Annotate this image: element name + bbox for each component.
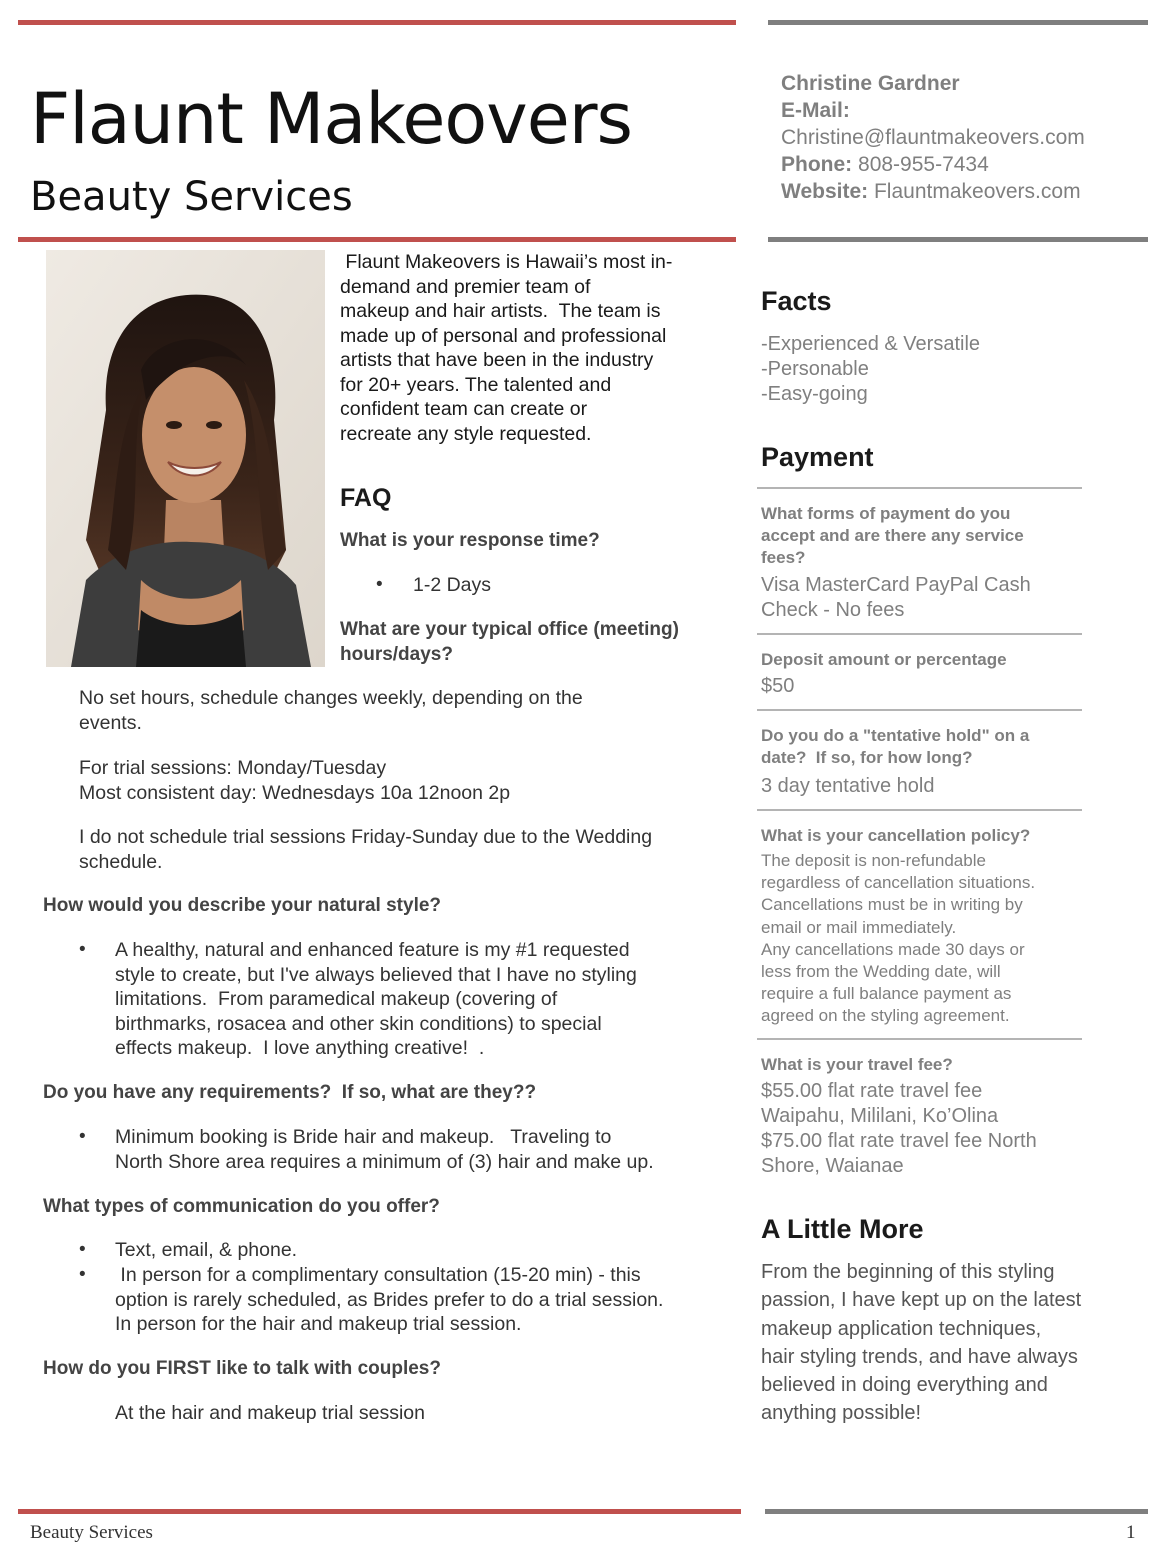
page-number: 1 [1126,1522,1136,1543]
bullet-icon: • [79,939,86,960]
faq-answer-office-hours [79,686,583,735]
answer-line: limitations. From paramedical makeup (covering of [115,988,558,1010]
answer-line: Waipahu, Mililani, Ko’Olina [761,1105,999,1127]
divider [757,1038,1082,1040]
faq-question-line: hours/days? [340,644,453,665]
more-line: passion, I have kept up on the latest [761,1289,1082,1312]
faq-answer-communication-2 [115,1263,663,1337]
answer-line: North Shore area requires a minimum of (3) hair and make up. [115,1150,654,1173]
bullet-icon: • [79,1239,86,1260]
faq-answer-requirements [115,1125,654,1174]
question-line: Do you do a "tentative hold" on a [761,726,1030,745]
email-value[interactable]: Christine@flauntmakeovers.com [781,126,1085,149]
phone-label: Phone: [781,153,853,176]
bullet-icon: • [376,574,383,595]
faq-heading: FAQ [340,484,392,512]
divider [757,709,1082,711]
answer-line: $55.00 flat rate travel fee [761,1080,983,1102]
answer-line: $75.00 flat rate travel fee North [761,1130,1037,1152]
payment-answer-travel-fee [761,1079,1081,1179]
email-label: E-Mail: [781,99,850,122]
intro-line: Flaunt Makeovers is Hawaii’s most in- [340,251,673,273]
bullet-icon: • [79,1264,86,1285]
header-rule-top-left [18,20,736,25]
answer-line: email or mail immediately. [761,917,957,937]
answer-line: Minimum booking is Bride hair and makeup. Traveling to [115,1126,612,1148]
faq-question-requirements: Do you have any requirements? If so, what are they?? [43,1082,537,1103]
question-line: date? If so, for how long? [761,748,973,767]
more-line: From the beginning of this styling [761,1261,1055,1283]
facts-heading: Facts [761,286,832,316]
more-line: believed in doing everything and [761,1374,1048,1397]
answer-line: effects makeup. I love anything creative! . [115,1037,485,1059]
faq-answer-communication-1: Text, email, & phone. [115,1239,298,1261]
page-subtitle: Beauty Services [30,174,353,220]
answer-line: Cancellations must be in writing by [761,895,1023,915]
answer-line: agreed on the styling agreement. [761,1006,1010,1026]
faq-answer-response-time: 1-2 Days [413,574,492,596]
answer-line: I do not schedule trial sessions Friday-Sunday due to the Wedding [79,826,653,848]
question-line: What forms of payment do you [761,504,1011,523]
faq-question-natural-style: How would you describe your natural style? [43,895,442,916]
answer-line: style to create, but I've always believed that I have no styling [115,963,637,986]
fact-item: -Personable [761,358,869,380]
answer-line: regardless of cancellation situations. [761,873,1036,893]
answer-line: In person for the hair and makeup trial session. [115,1313,522,1335]
faq-answer-first-talk: At the hair and makeup trial session [115,1402,426,1424]
bullet-icon: • [79,1126,86,1147]
question-line: fees? [761,548,806,567]
answer-line: For trial sessions: Monday/Tuesday [79,757,387,779]
faq-answer-natural-style [115,938,637,1061]
intro-line: demand and premier team of [340,275,591,298]
answer-line: Check - No fees [761,599,905,621]
website-value[interactable]: Flauntmakeovers.com [873,180,1081,203]
divider [757,633,1082,635]
more-line: makeup application techniques, [761,1317,1042,1340]
intro-line: artists that have been in the industry [340,349,654,371]
answer-line: Visa MasterCard PayPal Cash [761,574,1031,596]
more-line: anything possible! [761,1402,922,1425]
answer-line: schedule. [79,850,163,873]
faq-question-office-hours [340,617,679,667]
footer-text: Beauty Services [30,1522,153,1543]
more-line: hair styling trends, and have always [761,1345,1078,1368]
fact-item: -Easy-going [761,383,868,405]
answer-line: require a full balance payment as [761,984,1012,1004]
intro-line: made up of personal and professional [340,324,667,347]
header-rule-bottom-left [18,237,736,242]
payment-question-tentative-hold [761,725,1081,769]
answer-line: No set hours, schedule changes weekly, depending on the [79,687,583,709]
answer-line: events. [79,711,142,734]
answer-line: The deposit is non-refundable [761,851,986,870]
question-line: accept and are there any service [761,526,1024,545]
faq-question-communication: What types of communication do you offer? [43,1196,440,1217]
answer-line: option is rarely scheduled, as Brides prefer to do a trial session. [115,1288,664,1311]
intro-line: confident team can create or [340,398,588,420]
header-rule-bottom-right [768,237,1148,242]
answer-line: In person for a complimentary consultation (15-20 min) - this [115,1264,641,1286]
payment-question-forms [761,503,1081,569]
fact-item: -Experienced & Versatile [761,333,981,355]
contact-block [781,70,1151,205]
payment-answer-cancellation [761,850,1083,1028]
footer-rule-left [18,1509,741,1514]
answer-line: A healthy, natural and enhanced feature is my #1 requested [115,939,630,961]
faq-question-line: What are your typical office (meeting) [340,619,679,640]
faq-answer-no-weekend [79,825,652,874]
footer-rule-right [765,1509,1148,1514]
more-heading: A Little More [761,1214,924,1244]
answer-line: Any cancellations made 30 days or [761,939,1025,959]
website-label: Website: [781,180,869,203]
faq-question-response-time: What is your response time? [340,530,600,551]
intro-paragraph [340,250,720,446]
intro-line: makeup and hair artists. The team is [340,300,661,322]
page-title: Flaunt Makeovers [30,78,633,160]
payment-answer-tentative-hold: 3 day tentative hold [761,775,935,797]
phone-value[interactable]: 808-955-7434 [858,153,989,176]
payment-question-deposit: Deposit amount or percentage [761,650,1007,669]
divider [757,809,1082,811]
answer-line: Most consistent day: Wednesdays 10a 12noon 2p [79,781,511,804]
payment-answer-forms [761,573,1081,623]
more-paragraph [761,1258,1131,1428]
payment-answer-deposit: $50 [761,675,795,697]
faq-answer-trial-sessions [79,756,510,805]
intro-line: recreate any style requested. [340,422,592,445]
portrait-photo [46,250,325,667]
answer-line: Shore, Waianae [761,1155,904,1177]
facts-list [761,332,980,407]
answer-line: less from the Wedding date, will [761,962,1001,982]
faq-question-first-talk: How do you FIRST like to talk with couples? [43,1358,441,1379]
payment-question-cancellation: What is your cancellation policy? [761,826,1031,845]
intro-line: for 20+ years. The talented and [340,373,612,396]
contact-name: Christine Gardner [781,72,960,95]
payment-question-travel-fee: What is your travel fee? [761,1055,953,1074]
divider [757,487,1082,489]
header-rule-top-right [768,20,1148,25]
payment-heading: Payment [761,442,874,472]
answer-line: birthmarks, rosacea and other skin conditions) to special [115,1012,602,1035]
